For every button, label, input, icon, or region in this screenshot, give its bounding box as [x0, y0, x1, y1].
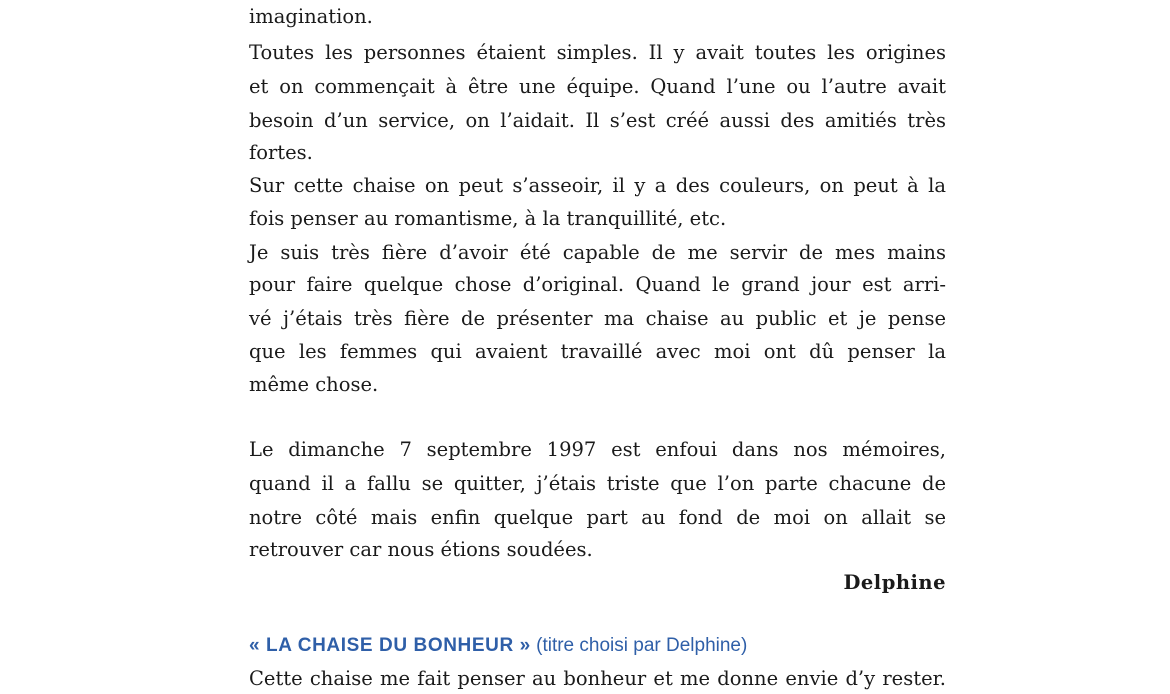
text-line: que les femmes qui avaient travaillé avec moi ont dû penser la	[249, 340, 946, 363]
text-line: Je suis très fière d’avoir été capable de me servir de mes mains	[249, 241, 946, 264]
text-line: vé j’étais très fière de présenter ma chaise au public et je pense	[249, 307, 946, 330]
text-line: et on commençait à être une équipe. Quand l’une ou l’autre avait	[249, 75, 946, 98]
caption-title: « LA CHAISE DU BONHEUR »	[249, 635, 531, 656]
text-line: Le dimanche 7 septembre 1997 est enfoui dans nos mémoires,	[249, 438, 946, 461]
text-line: fois penser au romantisme, à la tranquillité, etc.	[249, 207, 727, 230]
text-line: même chose.	[249, 373, 379, 396]
caption-subtitle: (titre choisi par Delphine)	[536, 635, 748, 656]
text-line: Sur cette chaise on peut s’asseoir, il y a des couleurs, on peut à la	[249, 174, 946, 197]
section-caption	[249, 633, 747, 659]
text-line: retrouver car nous étions soudées.	[249, 538, 593, 561]
text-line: besoin d’un service, on l’aidait. Il s’est créé aussi des amitiés très	[249, 109, 946, 132]
text-line: Toutes les personnes étaient simples. Il y avait toutes les origines	[249, 41, 946, 64]
text-line: quand il a fallu se quitter, j’étais triste que l’on parte chacune de	[249, 472, 946, 495]
text-line: imagination.	[249, 5, 373, 28]
text-line: Cette chaise me fait penser au bonheur et me donne envie d’y rester.	[249, 667, 946, 690]
text-line: notre côté mais enfin quelque part au fond de moi on allait se	[249, 506, 946, 529]
signature: Delphine	[843, 571, 946, 594]
text-line: pour faire quelque chose d’original. Quand le grand jour est arri-	[249, 273, 946, 296]
text-line: fortes.	[249, 141, 313, 164]
